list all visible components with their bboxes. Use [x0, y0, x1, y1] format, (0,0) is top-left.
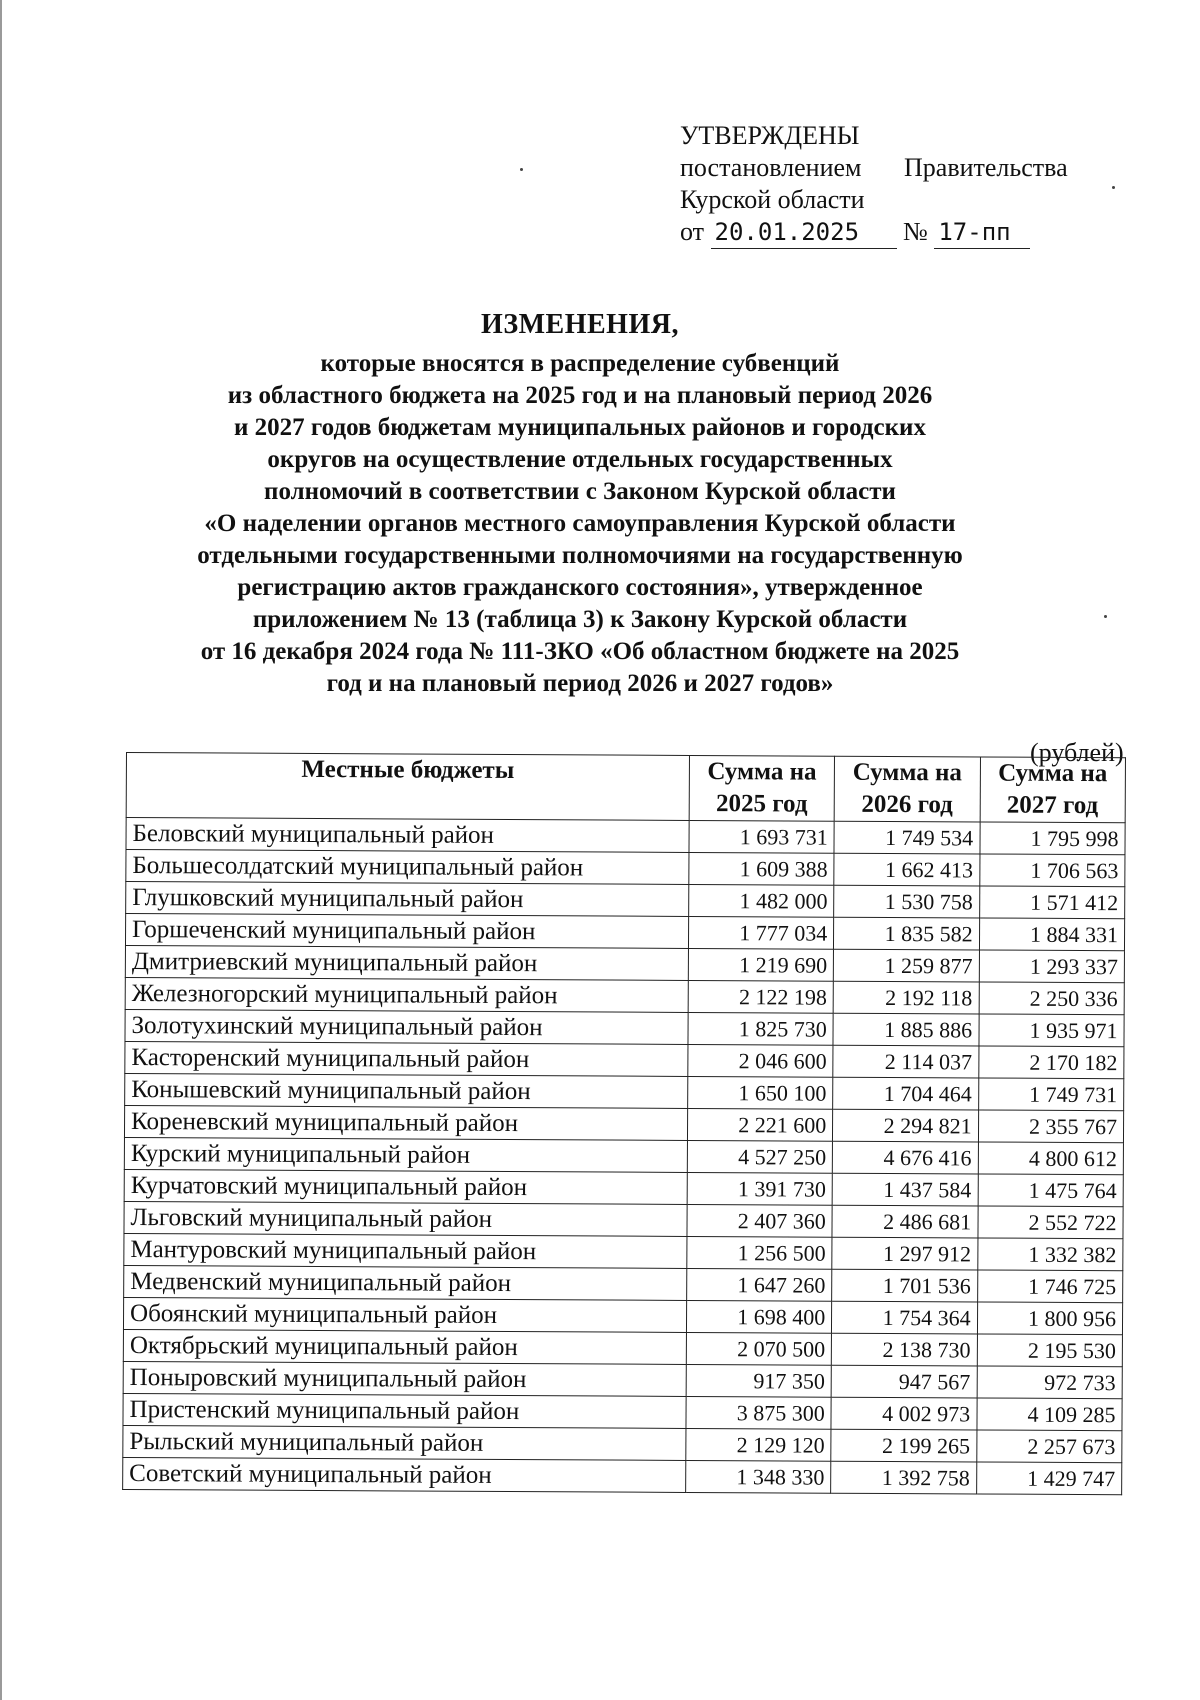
from-label: от: [680, 217, 705, 246]
amount-2027: 2 257 673: [976, 1430, 1122, 1463]
table-row: [124, 1105, 1123, 1142]
approved-label: УТВЕРЖДЕНЫ: [680, 121, 860, 150]
district-name: Пристенский муниципальный район: [123, 1393, 686, 1428]
title-line: которые вносятся в распределение субвенций: [320, 350, 840, 377]
district-name: Советский муниципальный район: [123, 1457, 686, 1492]
amount-2025: 2 046 600: [688, 1044, 834, 1077]
amount-2025: 1 647 260: [687, 1268, 833, 1301]
district-name: Кореневский муниципальный район: [124, 1105, 687, 1140]
amount-2026: 2 199 265: [831, 1429, 977, 1462]
title-line: приложением № 13 (таблица 3) к Закону Курской области: [252, 606, 908, 633]
amount-2026: 4 002 973: [831, 1397, 977, 1430]
district-name: Курчатовский муниципальный район: [124, 1169, 687, 1204]
table-row: [123, 1361, 1122, 1398]
table-row: [124, 1201, 1123, 1238]
amount-2025: 4 527 250: [687, 1140, 833, 1173]
amount-2027: 1 795 998: [980, 822, 1126, 855]
district-name: Обоянский муниципальный район: [123, 1297, 686, 1332]
amount-2027: 1 293 337: [979, 950, 1125, 983]
table-row: [124, 1137, 1123, 1174]
district-name: Мантуровский муниципальный район: [124, 1233, 687, 1268]
scan-edge-line: [0, 0, 2, 1700]
title-line: полномочий в соответствии с Законом Курской области: [264, 478, 896, 505]
amount-2025: 1 650 100: [688, 1076, 834, 1109]
amount-2027: 2 195 530: [977, 1334, 1123, 1367]
district-name: Льговский муниципальный район: [124, 1201, 687, 1236]
amount-2026: 1 392 758: [831, 1461, 977, 1494]
amount-2025: 2 221 600: [687, 1108, 833, 1141]
amount-2026: 1 835 582: [834, 917, 980, 950]
decree-date: 20.01.2025: [711, 216, 897, 249]
amount-2025: 1 777 034: [688, 916, 834, 949]
amount-2025: 2 122 198: [688, 980, 834, 1013]
amount-2026: 1 701 536: [832, 1269, 978, 1302]
number-label: №: [903, 217, 928, 246]
header-local-budgets: Местные бюджеты: [126, 753, 689, 821]
amount-2025: 2 407 360: [687, 1204, 833, 1237]
scan-speck: [1104, 615, 1107, 618]
district-name: Глушковский муниципальный район: [126, 882, 689, 917]
amount-2026: 4 676 416: [833, 1141, 979, 1174]
amount-2027: 4 109 285: [977, 1398, 1123, 1431]
approval-block: [680, 120, 1100, 249]
amount-2025: 2 129 120: [686, 1428, 832, 1461]
amount-2026: 1 297 912: [832, 1237, 978, 1270]
district-name: Конышевский муниципальный район: [125, 1073, 688, 1108]
district-name: Октябрьский муниципальный район: [123, 1329, 686, 1364]
table-header-row: [126, 753, 1125, 823]
district-name: Железногорский муниципальный район: [125, 977, 688, 1012]
title-line: из областного бюджета на 2025 год и на плановый период 2026: [227, 382, 933, 409]
table-row: [125, 1041, 1124, 1078]
amount-2027: 1 884 331: [979, 918, 1125, 951]
table-row: [125, 945, 1124, 982]
amount-2025: 1 219 690: [688, 948, 834, 981]
amount-2025: 1 391 730: [687, 1172, 833, 1205]
budget-table: [122, 752, 1126, 1495]
region-line: Курской области: [680, 185, 865, 214]
title-line: отдельными государственными полномочиями на государственную: [197, 542, 963, 569]
amount-2027: 1 800 956: [977, 1302, 1123, 1335]
table-row: [124, 1169, 1123, 1206]
table-row: [126, 882, 1125, 919]
decree-number: 17-пп: [934, 216, 1030, 249]
table-row: [125, 914, 1124, 951]
district-name: Касторенский муниципальный район: [125, 1041, 688, 1076]
amount-2025: 917 350: [686, 1364, 832, 1397]
amount-2026: 2 192 118: [833, 981, 979, 1014]
amount-2026: 1 749 534: [834, 821, 980, 854]
district-name: Курский муниципальный район: [124, 1137, 687, 1172]
amount-2026: 1 530 758: [834, 885, 980, 918]
amount-2027: 1 475 764: [978, 1174, 1124, 1207]
amount-2027: 2 552 722: [978, 1206, 1124, 1239]
table-row: [123, 1393, 1122, 1430]
amount-2026: 1 259 877: [834, 949, 980, 982]
amount-2027: 2 355 767: [978, 1110, 1124, 1143]
amount-2026: 1 437 584: [832, 1173, 978, 1206]
amount-2025: 1 698 400: [686, 1300, 832, 1333]
scan-speck: [520, 168, 523, 171]
amount-2026: 2 138 730: [832, 1333, 978, 1366]
document-title: [130, 308, 1030, 700]
amount-2026: 2 294 821: [833, 1109, 979, 1142]
table-row: [125, 1009, 1124, 1046]
title-line: и 2027 годов бюджетам муниципальных районов и городских: [234, 414, 926, 441]
title-line: от 16 декабря 2024 года № 111-ЗКО «Об областном бюджете на 2025: [200, 638, 960, 665]
amount-2025: 1 348 330: [686, 1460, 832, 1493]
table-row: [123, 1457, 1122, 1494]
amount-2027: 1 571 412: [979, 886, 1125, 919]
amount-2026: 1 885 886: [833, 1013, 979, 1046]
header-2026: Сумма на 2026 год: [834, 756, 980, 822]
title-line: «О наделении органов местного самоуправления Курской области: [204, 510, 956, 537]
government-word: Правительства: [904, 153, 1068, 182]
table-row: [126, 850, 1125, 887]
table-row: [123, 1425, 1122, 1462]
amount-2027: 2 250 336: [979, 982, 1125, 1015]
title-line: регистрацию актов гражданского состояния», утвержденное: [237, 574, 923, 601]
amount-2026: 2 486 681: [832, 1205, 978, 1238]
table-row: [125, 977, 1124, 1014]
title-line: год и на плановый период 2026 и 2027 годов»: [326, 670, 834, 697]
amount-2025: 1 482 000: [689, 884, 835, 917]
amount-2026: 947 567: [831, 1365, 977, 1398]
amount-2026: 1 662 413: [834, 853, 980, 886]
district-name: Горшеченский муниципальный район: [125, 914, 688, 949]
amount-2025: 1 693 731: [689, 820, 835, 853]
district-name: Поныровский муниципальный район: [123, 1361, 686, 1396]
scan-speck: [1112, 186, 1115, 189]
amount-2027: 4 800 612: [978, 1142, 1124, 1175]
title-line: округов на осуществление отдельных государственных: [267, 446, 893, 473]
table-row: [125, 1073, 1124, 1110]
table-row: [123, 1297, 1122, 1334]
table-body: [123, 818, 1126, 1495]
amount-2027: 1 429 747: [976, 1462, 1122, 1495]
district-name: Беловский муниципальный район: [126, 818, 689, 853]
amount-2026: 2 114 037: [833, 1045, 979, 1078]
amount-2027: 1 935 971: [979, 1014, 1125, 1047]
header-2027: Сумма на 2027 год: [980, 757, 1126, 823]
district-name: Дмитриевский муниципальный район: [125, 945, 688, 980]
district-name: Золотухинский муниципальный район: [125, 1009, 688, 1044]
table-row: [126, 818, 1125, 855]
decree-line: [680, 152, 1100, 184]
district-name: Большесолдатский муниципальный район: [126, 850, 689, 885]
table-row: [123, 1329, 1122, 1366]
amount-2027: 1 706 563: [979, 854, 1125, 887]
amount-2026: 1 754 364: [832, 1301, 978, 1334]
amount-2025: 1 825 730: [688, 1012, 834, 1045]
district-name: Рыльский муниципальный район: [123, 1425, 686, 1460]
amount-2027: 1 749 731: [978, 1078, 1124, 1111]
amount-2026: 1 704 464: [833, 1077, 979, 1110]
amount-2025: 2 070 500: [686, 1332, 832, 1365]
amount-2027: 1 746 725: [977, 1270, 1123, 1303]
table-row: [124, 1265, 1123, 1302]
table-row: [124, 1233, 1123, 1270]
amount-2027: 1 332 382: [977, 1238, 1123, 1271]
units-label: (рублей): [1030, 738, 1124, 767]
decree-date-line: [680, 216, 1100, 249]
amount-2027: 2 170 182: [978, 1046, 1124, 1079]
header-2025: Сумма на 2025 год: [689, 755, 835, 821]
amount-2027: 972 733: [977, 1366, 1123, 1399]
amount-2025: 3 875 300: [686, 1396, 832, 1429]
decree-word: постановлением: [680, 153, 862, 182]
title-heading: ИЗМЕНЕНИЯ,: [481, 309, 679, 340]
amount-2025: 1 609 388: [689, 852, 835, 885]
district-name: Медвенский муниципальный район: [124, 1265, 687, 1300]
amount-2025: 1 256 500: [687, 1236, 833, 1269]
